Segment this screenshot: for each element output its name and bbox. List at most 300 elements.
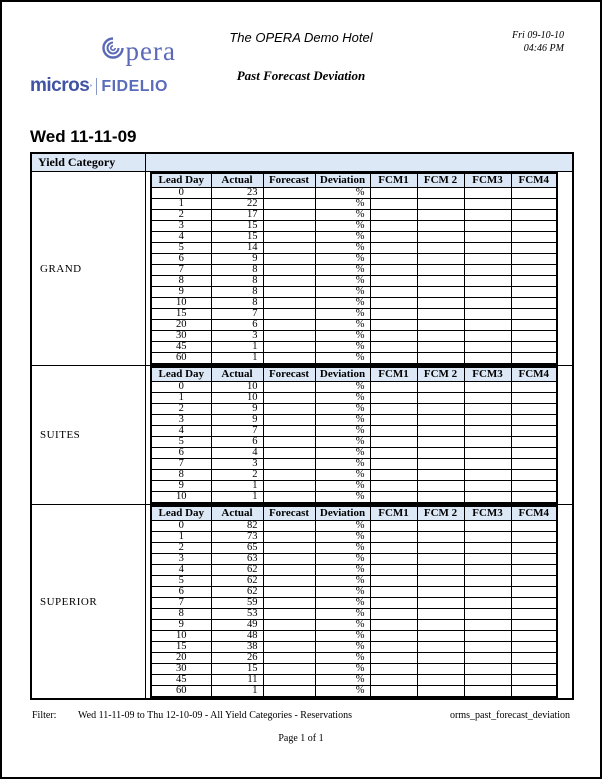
deviation-cell: %	[315, 554, 370, 565]
fcm2-cell	[417, 188, 464, 199]
deviation-cell: %	[315, 309, 370, 320]
lead-day-cell: 10	[151, 631, 211, 642]
category-data-area	[146, 366, 574, 505]
fcm1-cell	[370, 587, 417, 598]
fcm4-cell	[511, 642, 557, 653]
actual-cell: 15	[211, 221, 263, 232]
table-row	[151, 587, 557, 598]
fcm1-cell	[370, 320, 417, 331]
fcm3-cell	[464, 653, 511, 664]
deviation-cell: %	[315, 331, 370, 342]
column-header: Deviation	[315, 367, 370, 382]
lead-day-cell: 6	[151, 254, 211, 265]
fcm3-cell	[464, 243, 511, 254]
fcm1-cell	[370, 620, 417, 631]
table-row	[151, 448, 557, 459]
column-header: FCM3	[464, 367, 511, 382]
fcm3-cell	[464, 254, 511, 265]
lead-day-cell: 1	[151, 393, 211, 404]
table-row	[151, 353, 557, 365]
column-header-row	[151, 173, 557, 188]
deviation-cell: %	[315, 609, 370, 620]
lead-day-cell: 9	[151, 287, 211, 298]
forecast-cell	[263, 393, 315, 404]
hotel-title: The OPERA Demo Hotel	[229, 30, 373, 45]
print-date: Fri 09-10-10	[512, 30, 564, 41]
deviation-cell: %	[315, 298, 370, 309]
fcm3-cell	[464, 331, 511, 342]
fcm4-cell	[511, 382, 557, 393]
forecast-cell	[263, 576, 315, 587]
report-title: Past Forecast Deviation	[236, 68, 366, 83]
fcm3-cell	[464, 265, 511, 276]
actual-cell: 8	[211, 276, 263, 287]
fcm3-cell	[464, 576, 511, 587]
fcm1-cell	[370, 382, 417, 393]
fcm3-cell	[464, 675, 511, 686]
fcm2-cell	[417, 415, 464, 426]
forecast-cell	[263, 598, 315, 609]
forecast-cell	[263, 309, 315, 320]
fcm2-cell	[417, 232, 464, 243]
fcm3-cell	[464, 287, 511, 298]
fcm4-cell	[511, 232, 557, 243]
inner-data-table	[150, 172, 558, 365]
fcm1-cell	[370, 609, 417, 620]
actual-cell: 15	[211, 232, 263, 243]
fcm1-cell	[370, 576, 417, 587]
deviation-cell: %	[315, 320, 370, 331]
table-row	[151, 664, 557, 675]
deviation-cell: %	[315, 532, 370, 543]
fcm2-cell	[417, 437, 464, 448]
actual-cell: 7	[211, 426, 263, 437]
lead-day-cell: 3	[151, 221, 211, 232]
forecast-cell	[263, 382, 315, 393]
deviation-cell: %	[315, 210, 370, 221]
fcm4-cell	[511, 415, 557, 426]
yield-category-header-row	[31, 153, 573, 172]
column-header: FCM 2	[417, 506, 464, 521]
fcm3-cell	[464, 210, 511, 221]
fcm3-cell	[464, 587, 511, 598]
forecast-cell	[263, 232, 315, 243]
actual-cell: 59	[211, 598, 263, 609]
fcm1-cell	[370, 243, 417, 254]
micros-logo-text: micros	[30, 75, 90, 96]
fcm3-cell	[464, 492, 511, 504]
deviation-cell: %	[315, 459, 370, 470]
column-header: Deviation	[315, 173, 370, 188]
fcm1-cell	[370, 426, 417, 437]
fcm1-cell	[370, 448, 417, 459]
fcm4-cell	[511, 393, 557, 404]
forecast-cell	[263, 481, 315, 492]
yield-category-table	[30, 152, 574, 700]
fcm2-cell	[417, 342, 464, 353]
fcm3-cell	[464, 382, 511, 393]
deviation-cell: %	[315, 653, 370, 664]
table-row	[151, 232, 557, 243]
fcm2-cell	[417, 287, 464, 298]
actual-cell: 1	[211, 342, 263, 353]
actual-cell: 6	[211, 437, 263, 448]
deviation-cell: %	[315, 199, 370, 210]
fcm4-cell	[511, 554, 557, 565]
fcm1-cell	[370, 342, 417, 353]
actual-cell: 2	[211, 470, 263, 481]
deviation-cell: %	[315, 521, 370, 532]
actual-cell: 11	[211, 675, 263, 686]
fcm2-cell	[417, 320, 464, 331]
lead-day-cell: 60	[151, 686, 211, 698]
fcm2-cell	[417, 481, 464, 492]
fcm1-cell	[370, 653, 417, 664]
fcm4-cell	[511, 331, 557, 342]
fcm4-cell	[511, 481, 557, 492]
fcm1-cell	[370, 459, 417, 470]
table-row	[151, 188, 557, 199]
deviation-cell: %	[315, 276, 370, 287]
fidelio-logo-text: FIDELIO	[101, 78, 168, 95]
actual-cell: 1	[211, 481, 263, 492]
deviation-cell: %	[315, 287, 370, 298]
fcm2-cell	[417, 309, 464, 320]
fcm3-cell	[464, 664, 511, 675]
table-row	[151, 437, 557, 448]
fcm1-cell	[370, 331, 417, 342]
fcm4-cell	[511, 543, 557, 554]
actual-cell: 10	[211, 382, 263, 393]
fcm4-cell	[511, 664, 557, 675]
micros-trademark: ’	[89, 83, 93, 93]
fcm2-cell	[417, 210, 464, 221]
deviation-cell: %	[315, 631, 370, 642]
actual-cell: 22	[211, 199, 263, 210]
fcm4-cell	[511, 287, 557, 298]
forecast-cell	[263, 492, 315, 504]
fcm2-cell	[417, 426, 464, 437]
lead-day-cell: 7	[151, 265, 211, 276]
fcm4-cell	[511, 210, 557, 221]
fcm2-cell	[417, 276, 464, 287]
page-number: Page 1 of 1	[278, 733, 324, 744]
forecast-cell	[263, 199, 315, 210]
yield-category-corner-label: Yield Category	[31, 153, 146, 172]
lead-day-cell: 1	[151, 199, 211, 210]
deviation-cell: %	[315, 404, 370, 415]
column-header-row	[151, 367, 557, 382]
forecast-cell	[263, 342, 315, 353]
fcm2-cell	[417, 532, 464, 543]
actual-cell: 53	[211, 609, 263, 620]
fcm4-cell	[511, 188, 557, 199]
inner-data-table	[150, 366, 558, 504]
lead-day-cell: 8	[151, 470, 211, 481]
fcm1-cell	[370, 309, 417, 320]
fcm3-cell	[464, 232, 511, 243]
actual-cell: 62	[211, 565, 263, 576]
fcm3-cell	[464, 353, 511, 365]
fcm2-cell	[417, 393, 464, 404]
fcm4-cell	[511, 521, 557, 532]
fcm2-cell	[417, 631, 464, 642]
deviation-cell: %	[315, 265, 370, 276]
column-header: Forecast	[263, 367, 315, 382]
forecast-cell	[263, 470, 315, 481]
category-data-area	[146, 172, 574, 366]
fcm3-cell	[464, 342, 511, 353]
actual-cell: 62	[211, 576, 263, 587]
lead-day-cell: 7	[151, 598, 211, 609]
fcm4-cell	[511, 492, 557, 504]
deviation-cell: %	[315, 492, 370, 504]
table-row	[151, 243, 557, 254]
column-header: FCM4	[511, 367, 557, 382]
column-header: Lead Day	[151, 367, 211, 382]
forecast-cell	[263, 675, 315, 686]
deviation-cell: %	[315, 686, 370, 698]
fcm1-cell	[370, 210, 417, 221]
table-row	[151, 631, 557, 642]
forecast-cell	[263, 331, 315, 342]
fcm3-cell	[464, 188, 511, 199]
fcm1-cell	[370, 276, 417, 287]
fcm2-cell	[417, 620, 464, 631]
actual-cell: 9	[211, 404, 263, 415]
fcm2-cell	[417, 459, 464, 470]
category-data-area	[146, 505, 574, 700]
forecast-cell	[263, 254, 315, 265]
deviation-cell: %	[315, 481, 370, 492]
table-row	[151, 565, 557, 576]
column-header: FCM 2	[417, 367, 464, 382]
brand-logo	[30, 36, 180, 97]
fcm1-cell	[370, 664, 417, 675]
deviation-cell: %	[315, 675, 370, 686]
deviation-cell: %	[315, 543, 370, 554]
actual-cell: 9	[211, 415, 263, 426]
fcm4-cell	[511, 298, 557, 309]
actual-cell: 48	[211, 631, 263, 642]
fcm2-cell	[417, 492, 464, 504]
fcm1-cell	[370, 298, 417, 309]
table-row	[151, 221, 557, 232]
fcm2-cell	[417, 642, 464, 653]
fcm1-cell	[370, 415, 417, 426]
fcm3-cell	[464, 470, 511, 481]
deviation-cell: %	[315, 437, 370, 448]
deviation-cell: %	[315, 664, 370, 675]
table-row	[151, 199, 557, 210]
lead-day-cell: 8	[151, 276, 211, 287]
actual-cell: 15	[211, 664, 263, 675]
table-row	[151, 415, 557, 426]
category-section-row	[31, 366, 573, 505]
fcm1-cell	[370, 631, 417, 642]
actual-cell: 6	[211, 320, 263, 331]
fcm1-cell	[370, 393, 417, 404]
fcm3-cell	[464, 404, 511, 415]
fcm4-cell	[511, 437, 557, 448]
table-row	[151, 342, 557, 353]
deviation-cell: %	[315, 232, 370, 243]
fcm3-cell	[464, 532, 511, 543]
fcm2-cell	[417, 554, 464, 565]
lead-day-cell: 4	[151, 426, 211, 437]
actual-cell: 26	[211, 653, 263, 664]
table-row	[151, 320, 557, 331]
fcm1-cell	[370, 353, 417, 365]
table-row	[151, 620, 557, 631]
lead-day-cell: 8	[151, 609, 211, 620]
table-row	[151, 609, 557, 620]
lead-day-cell: 5	[151, 243, 211, 254]
actual-cell: 4	[211, 448, 263, 459]
column-header: Actual	[211, 173, 263, 188]
fcm1-cell	[370, 437, 417, 448]
fcm1-cell	[370, 532, 417, 543]
category-label: GRAND	[31, 172, 146, 366]
fcm2-cell	[417, 353, 464, 365]
fcm4-cell	[511, 309, 557, 320]
fcm2-cell	[417, 221, 464, 232]
table-row	[151, 653, 557, 664]
forecast-cell	[263, 554, 315, 565]
fcm2-cell	[417, 243, 464, 254]
forecast-cell	[263, 265, 315, 276]
deviation-cell: %	[315, 470, 370, 481]
lead-day-cell: 10	[151, 492, 211, 504]
lead-day-cell: 45	[151, 675, 211, 686]
lead-day-cell: 45	[151, 342, 211, 353]
lead-day-cell: 5	[151, 576, 211, 587]
date-heading: Wed 11-11-09	[30, 127, 137, 146]
fcm4-cell	[511, 686, 557, 698]
fcm1-cell	[370, 642, 417, 653]
deviation-cell: %	[315, 382, 370, 393]
forecast-cell	[263, 532, 315, 543]
column-header: Lead Day	[151, 173, 211, 188]
forecast-cell	[263, 276, 315, 287]
actual-cell: 49	[211, 620, 263, 631]
column-header: Lead Day	[151, 506, 211, 521]
fcm4-cell	[511, 265, 557, 276]
fcm3-cell	[464, 415, 511, 426]
fcm3-cell	[464, 481, 511, 492]
table-row	[151, 642, 557, 653]
forecast-cell	[263, 404, 315, 415]
actual-cell: 10	[211, 393, 263, 404]
lead-day-cell: 6	[151, 448, 211, 459]
category-label: SUPERIOR	[31, 505, 146, 700]
fcm1-cell	[370, 598, 417, 609]
forecast-cell	[263, 565, 315, 576]
deviation-cell: %	[315, 426, 370, 437]
fcm4-cell	[511, 254, 557, 265]
column-header: FCM1	[370, 367, 417, 382]
deviation-cell: %	[315, 342, 370, 353]
column-header: Actual	[211, 367, 263, 382]
fcm4-cell	[511, 470, 557, 481]
column-header: FCM3	[464, 173, 511, 188]
lead-day-cell: 0	[151, 188, 211, 199]
actual-cell: 73	[211, 532, 263, 543]
deviation-cell: %	[315, 353, 370, 365]
fcm4-cell	[511, 243, 557, 254]
deviation-cell: %	[315, 221, 370, 232]
fcm2-cell	[417, 653, 464, 664]
column-header: FCM 2	[417, 173, 464, 188]
table-row	[151, 686, 557, 698]
actual-cell: 8	[211, 287, 263, 298]
fcm3-cell	[464, 276, 511, 287]
forecast-cell	[263, 415, 315, 426]
table-row	[151, 426, 557, 437]
actual-cell: 82	[211, 521, 263, 532]
table-row	[151, 393, 557, 404]
fcm1-cell	[370, 521, 417, 532]
yield-category-header-filler	[146, 153, 574, 172]
fcm1-cell	[370, 686, 417, 698]
table-row	[151, 470, 557, 481]
forecast-cell	[263, 426, 315, 437]
fcm1-cell	[370, 492, 417, 504]
inner-data-table	[150, 505, 558, 698]
table-row	[151, 382, 557, 393]
column-header: Actual	[211, 506, 263, 521]
lead-day-cell: 0	[151, 521, 211, 532]
fcm2-cell	[417, 664, 464, 675]
opera-logo-text: pera	[125, 35, 176, 66]
forecast-cell	[263, 353, 315, 365]
table-row	[151, 543, 557, 554]
fcm4-cell	[511, 448, 557, 459]
fcm4-cell	[511, 565, 557, 576]
lead-day-cell: 6	[151, 587, 211, 598]
actual-cell: 1	[211, 492, 263, 504]
lead-day-cell: 30	[151, 664, 211, 675]
actual-cell: 65	[211, 543, 263, 554]
forecast-cell	[263, 188, 315, 199]
fcm3-cell	[464, 320, 511, 331]
lead-day-cell: 9	[151, 481, 211, 492]
fcm4-cell	[511, 620, 557, 631]
table-row	[151, 521, 557, 532]
actual-cell: 9	[211, 254, 263, 265]
deviation-cell: %	[315, 254, 370, 265]
column-header: Forecast	[263, 506, 315, 521]
actual-cell: 1	[211, 686, 263, 698]
fcm3-cell	[464, 309, 511, 320]
column-header: Deviation	[315, 506, 370, 521]
forecast-cell	[263, 521, 315, 532]
deviation-cell: %	[315, 620, 370, 631]
table-row	[151, 309, 557, 320]
column-header: FCM1	[370, 506, 417, 521]
fcm3-cell	[464, 521, 511, 532]
fcm2-cell	[417, 587, 464, 598]
fcm1-cell	[370, 265, 417, 276]
fcm4-cell	[511, 426, 557, 437]
lead-day-cell: 10	[151, 298, 211, 309]
lead-day-cell: 5	[151, 437, 211, 448]
deviation-cell: %	[315, 565, 370, 576]
fcm2-cell	[417, 448, 464, 459]
actual-cell: 38	[211, 642, 263, 653]
forecast-cell	[263, 587, 315, 598]
actual-cell: 23	[211, 188, 263, 199]
